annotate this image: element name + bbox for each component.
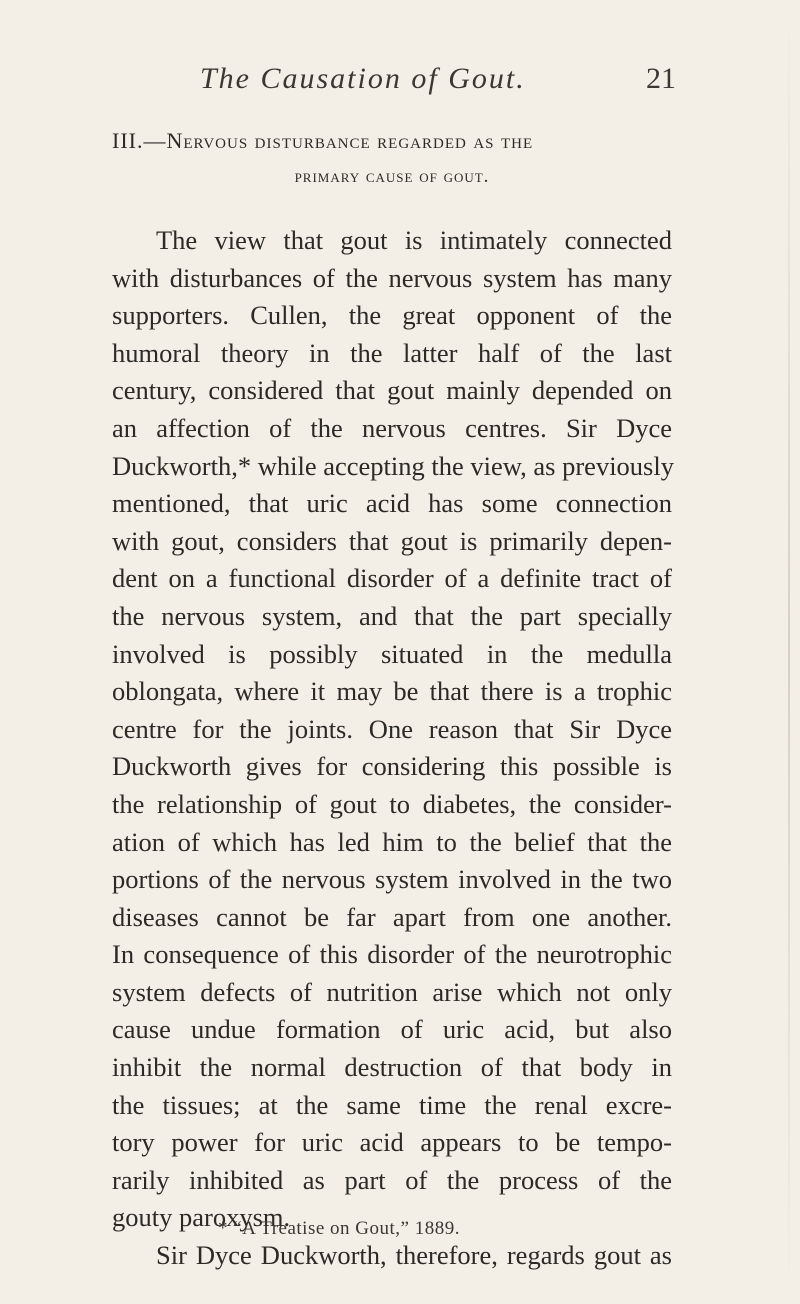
- text-line: Duckworth gives for considering this possible is: [112, 751, 672, 782]
- section-heading-line-2: primary cause of gout.: [294, 166, 490, 187]
- page-number: 21: [646, 62, 676, 95]
- text-line: cause undue formation of uric acid, but also: [112, 1014, 672, 1045]
- footnote: * “A Treatise on Gout,” 1889.: [218, 1218, 460, 1239]
- text-line: with gout, considers that gout is primarily depen-: [112, 525, 672, 556]
- text-line: centre for the joints. One reason that Sir Dyce: [112, 713, 672, 744]
- text-line: mentioned, that uric acid has some connection: [112, 488, 672, 519]
- text-line: the relationship of gout to diabetes, the consider-: [112, 788, 672, 819]
- text-line: portions of the nervous system involved in the two: [112, 864, 672, 895]
- text-line: century, considered that gout mainly depended on: [112, 375, 672, 406]
- text-line: the tissues; at the same time the renal excre-: [112, 1089, 672, 1120]
- page-edge-shadow: [788, 0, 790, 1304]
- text-line: gouty paroxysm.: [112, 1202, 291, 1233]
- text-line: diseases cannot be far apart from one another.: [112, 901, 672, 932]
- text-line: Duckworth,* while accepting the view, as previously: [112, 450, 674, 481]
- text-line: an affection of the nervous centres. Sir Dyce: [112, 412, 672, 443]
- running-head-title: The Causation of Gout.: [200, 62, 526, 95]
- text-line: rarily inhibited as part of the process of the: [112, 1164, 672, 1195]
- text-line: In consequence of this disorder of the neurotrophic: [112, 939, 672, 970]
- section-heading-line-1: III.—Nervous disturbance regarded as the: [112, 128, 534, 153]
- text-line: dent on a functional disorder of a definite tract of: [112, 563, 672, 594]
- text-line: tory power for uric acid appears to be tempo-: [112, 1127, 672, 1158]
- text-line: Sir Dyce Duckworth, therefore, regards gout as: [156, 1240, 672, 1271]
- section-heading: [112, 128, 672, 188]
- text-line: supporters. Cullen, the great opponent of the: [112, 300, 672, 331]
- body-text: [112, 222, 672, 1275]
- text-line: ation of which has led him to the belief that the: [112, 826, 672, 857]
- text-line: The view that gout is intimately connected: [156, 225, 672, 255]
- text-line: involved is possibly situated in the medulla: [112, 638, 672, 669]
- text-line: system defects of nutrition arise which not only: [112, 976, 672, 1007]
- text-line: oblongata, where it may be that there is a trophic: [112, 676, 672, 707]
- text-line: inhibit the normal destruction of that body in: [112, 1052, 672, 1083]
- text-line: the nervous system, and that the part specially: [112, 600, 672, 631]
- text-line: humoral theory in the latter half of the last: [112, 337, 672, 368]
- text-line: with disturbances of the nervous system has many: [112, 262, 672, 293]
